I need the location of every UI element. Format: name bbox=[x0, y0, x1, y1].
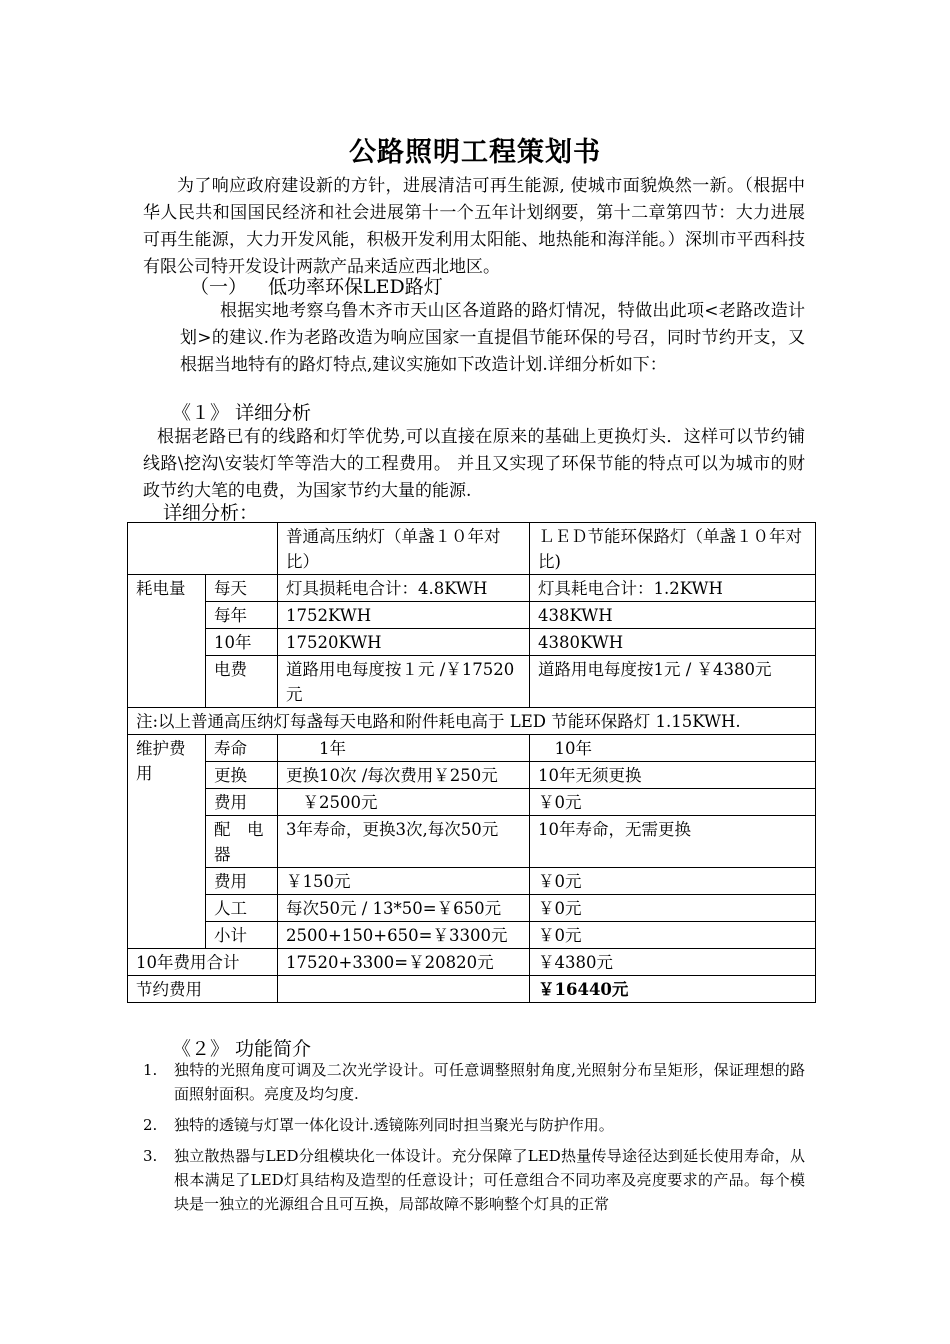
table-cell: 4380KWH bbox=[530, 629, 816, 656]
document-title: 公路照明工程策划书 bbox=[349, 137, 601, 168]
saving-total-cell: ￥16440元 bbox=[530, 976, 816, 1003]
table-cell: ￥150元 bbox=[278, 868, 530, 895]
section-1-title: 低功率环保LED路灯 bbox=[268, 276, 443, 298]
table-cell: 道路用电每度按１元 /￥17520元 bbox=[278, 656, 530, 708]
table-cell: 灯具耗电合计：1.2KWH bbox=[530, 575, 816, 602]
table-cell: ￥0元 bbox=[530, 789, 816, 816]
list-item-number: 2. bbox=[143, 1116, 158, 1134]
table-cell: 10年 bbox=[530, 735, 816, 762]
subsection-1-heading: 《１》 详细分析 bbox=[172, 402, 312, 424]
table-cell: 2500+150+650=￥3300元 bbox=[278, 922, 530, 949]
table-row bbox=[128, 735, 816, 762]
table-row bbox=[128, 602, 816, 629]
list-item-text: 独特的透镜与灯罩一体化设计.透镜陈列同时担当聚光与防护作用。 bbox=[174, 1116, 614, 1134]
table-row-label: 电费 bbox=[206, 656, 278, 708]
list-item-text: 独特的光照角度可调及二次光学设计。可任意调整照射角度,光照射分布呈矩形，保证理想的路面照射面积。亮度及均匀度. bbox=[174, 1061, 805, 1103]
table-row bbox=[128, 762, 816, 789]
table-row-label: 每天 bbox=[206, 575, 278, 602]
table-row-label: 10年费用合计 bbox=[128, 949, 278, 976]
comparison-table bbox=[127, 522, 816, 1003]
table-row-label: 寿命 bbox=[206, 735, 278, 762]
table-cell: ￥4380元 bbox=[530, 949, 816, 976]
table-cell: 3年寿命，更换3次,每次50元 bbox=[278, 816, 530, 868]
table-row bbox=[128, 976, 816, 1003]
list-item bbox=[143, 1113, 805, 1137]
list-item bbox=[143, 1144, 805, 1216]
table-header-cell: ＬＥＤ节能环保路灯（单盏１０年对比) bbox=[530, 523, 816, 575]
table-cell: 灯具损耗电合计：4.8KWH bbox=[278, 575, 530, 602]
table-row-label: 人工 bbox=[206, 895, 278, 922]
intro-paragraph: 为了响应政府建设新的方针，进展清洁可再生能源, 使城市面貌焕然一新。（根据中华人民共和国国民经济和社会进展第十一个五年计划纲要，第十二章第四节：大力进展可再生能源，大力开发风能，积极开发利用太阳能、地热能和海洋能。）深圳市平西科技有限公司特开发设计两款产品来适应西北地区。 bbox=[143, 176, 805, 277]
table-cell: 更换10次 /每次费用￥250元 bbox=[278, 762, 530, 789]
feature-list bbox=[143, 1058, 805, 1223]
table-row bbox=[128, 708, 816, 735]
table-row bbox=[128, 816, 816, 868]
table-row-label: 配 电器 bbox=[206, 816, 278, 868]
table-cell: ￥0元 bbox=[530, 895, 816, 922]
table-cell: 道路用电每度按1元 / ￥4380元 bbox=[530, 656, 816, 708]
table-row-label: 费用 bbox=[206, 789, 278, 816]
table-row bbox=[128, 523, 816, 575]
table-cell: 10年寿命，无需更换 bbox=[530, 816, 816, 868]
table-cell: ￥2500元 bbox=[278, 789, 530, 816]
list-item-number: 1. bbox=[143, 1061, 158, 1079]
table-row bbox=[128, 895, 816, 922]
table-cell bbox=[128, 523, 278, 575]
table-cell: 1752KWH bbox=[278, 602, 530, 629]
table-row bbox=[128, 922, 816, 949]
section-1-number: （一） bbox=[190, 276, 248, 298]
table-cell: 每次50元 / 13*50=￥650元 bbox=[278, 895, 530, 922]
subsection-2-heading: 《２》 功能简介 bbox=[172, 1038, 312, 1060]
table-row bbox=[128, 629, 816, 656]
table-cell: 17520+3300=￥20820元 bbox=[278, 949, 530, 976]
table-row-label: 每年 bbox=[206, 602, 278, 629]
list-item-text: 独立散热器与LED分组模块化一体设计。充分保障了LED热量传导途径达到延长使用寿命，从根本满足了LED灯具结构及造型的任意设计；可任意组合不同功率及亮度要求的产品。每个模块是一独立的光源组合且可互换，局部故障不影响整个灯具的正常 bbox=[174, 1147, 805, 1213]
list-item bbox=[143, 1058, 805, 1106]
table-row-label: 10年 bbox=[206, 629, 278, 656]
table-group-label: 耗电量 bbox=[128, 575, 206, 708]
table-cell: 438KWH bbox=[530, 602, 816, 629]
table-header-cell: 普通高压纳灯（单盏１０年对比） bbox=[278, 523, 530, 575]
table-row bbox=[128, 949, 816, 976]
table-cell: ￥0元 bbox=[530, 868, 816, 895]
table-cell: 17520KWH bbox=[278, 629, 530, 656]
table-note: 注:以上普通高压纳灯每盏每天电路和附件耗电高于 LED 节能环保路灯 1.15KWH. bbox=[128, 708, 816, 735]
table-cell: 1年 bbox=[278, 735, 530, 762]
table-cell: 10年无须更换 bbox=[530, 762, 816, 789]
table-row bbox=[128, 656, 816, 708]
table-row-label: 费用 bbox=[206, 868, 278, 895]
section-1-heading bbox=[190, 272, 443, 299]
table-row bbox=[128, 575, 816, 602]
section-1-paragraph: 根据实地考察乌鲁木齐市天山区各道路的路灯情况，特做出此项<老路改造计划>的建议.作为老路改造为响应国家一直提倡节能环保的号召，同时节约开支，又根据当地特有的路灯特点,建议实施如下改造计划.详细分析如下： bbox=[180, 301, 805, 375]
subsection-1-paragraph: 根据老路已有的线路和灯竿优势,可以直接在原来的基础上更换灯头．这样可以节约铺线路\挖沟\安装灯竿等浩大的工程费用。 并且又实现了环保节能的特点可以为城市的财政节约大笔的电费，为国家节约大量的能源. bbox=[143, 427, 805, 501]
table-cell: ￥0元 bbox=[530, 922, 816, 949]
table-row-label: 小计 bbox=[206, 922, 278, 949]
detail-analysis-label: 详细分析： bbox=[163, 502, 259, 524]
list-item-number: 3. bbox=[143, 1147, 158, 1165]
table-group-label: 维护费用 bbox=[128, 735, 206, 949]
table-row-label: 节约费用 bbox=[128, 976, 278, 1003]
table-cell bbox=[278, 976, 530, 1003]
table-row-label: 更换 bbox=[206, 762, 278, 789]
table-row bbox=[128, 789, 816, 816]
table-row bbox=[128, 868, 816, 895]
